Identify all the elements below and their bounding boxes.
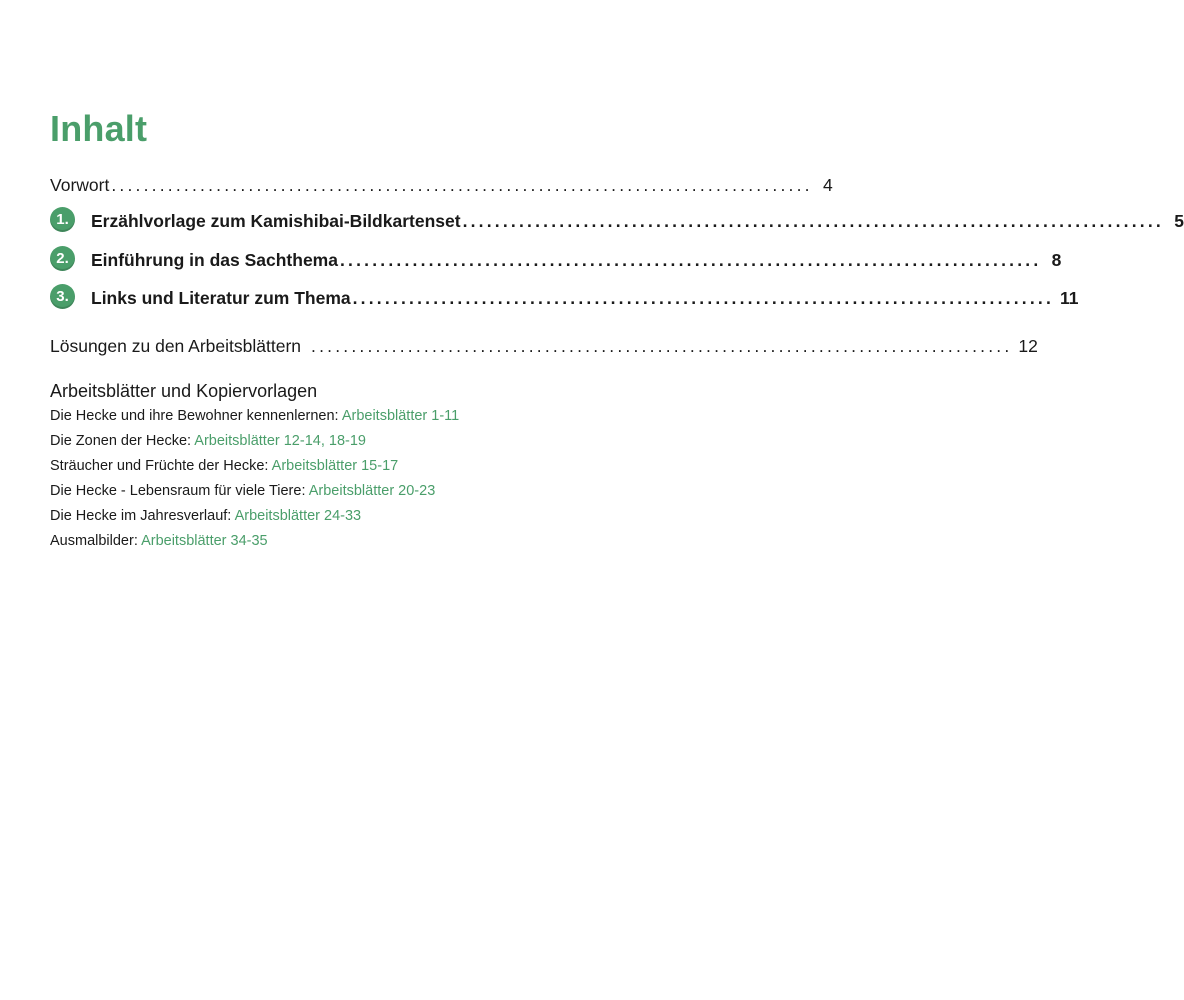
- toc-entry-page: 11: [1060, 288, 1079, 308]
- worksheet-topic: Sträucher und Früchte der Hecke:: [50, 458, 269, 474]
- toc-entry-loesungen[interactable]: [50, 331, 1038, 357]
- worksheet-entry[interactable]: [50, 533, 268, 549]
- toc-entry-page: 12: [1018, 336, 1038, 356]
- worksheet-ref: Arbeitsblätter 15-17: [271, 458, 399, 474]
- dot-leader: .......................................................................................: [352, 288, 1055, 308]
- worksheets-heading: Arbeitsblätter und Kopiervorlagen: [50, 381, 318, 401]
- chapter-number-badge: 1.: [50, 207, 75, 232]
- worksheet-topic: Die Zonen der Hecke:: [50, 433, 192, 449]
- toc-entry-page: 5: [1174, 211, 1184, 231]
- toc-entry-chapter-1[interactable]: [50, 206, 1184, 232]
- worksheet-entry[interactable]: [50, 483, 435, 499]
- worksheet-topic: Ausmalbilder:: [50, 533, 138, 549]
- toc-entry-page: 4: [823, 175, 833, 195]
- worksheet-topic: Die Hecke - Lebensraum für viele Tiere:: [50, 483, 306, 499]
- dot-leader: .......................................................................................: [462, 211, 1164, 231]
- dot-leader: .......................................................................................: [339, 250, 1042, 270]
- chapter-number-badge: 3.: [50, 284, 75, 309]
- worksheet-ref: Arbeitsblätter 1-11: [341, 408, 460, 424]
- worksheet-entry[interactable]: [50, 508, 361, 524]
- worksheet-entry[interactable]: [50, 458, 398, 474]
- toc-entry-vorwort[interactable]: [50, 170, 833, 196]
- dot-leader: .......................................................................................: [111, 175, 813, 195]
- worksheet-ref: Arbeitsblätter 20-23: [308, 483, 436, 499]
- worksheet-ref: Arbeitsblätter 34-35: [141, 533, 268, 549]
- worksheet-entry[interactable]: [50, 433, 366, 449]
- worksheet-entry[interactable]: [50, 408, 459, 424]
- toc-entry-label: Links und Literatur zum Thema: [91, 288, 351, 308]
- dot-leader: .......................................................................................: [311, 336, 1013, 356]
- toc-entry-page: 8: [1051, 250, 1062, 270]
- page-title: Inhalt: [50, 108, 148, 149]
- chapter-number-badge: 2.: [50, 246, 75, 271]
- toc-entry-chapter-3[interactable]: [50, 283, 1079, 309]
- worksheet-topic: Die Hecke und ihre Bewohner kennenlernen:: [50, 408, 339, 424]
- toc-entry-label: Vorwort: [50, 175, 110, 195]
- toc-entry-label: Erzählvorlage zum Kamishibai-Bildkartenset: [91, 211, 461, 231]
- toc-entry-label: Lösungen zu den Arbeitsblättern: [50, 336, 302, 356]
- worksheet-ref: Arbeitsblätter 12-14, 18-19: [194, 433, 366, 449]
- worksheet-topic: Die Hecke im Jahresverlauf:: [50, 508, 232, 524]
- toc-entry-chapter-2[interactable]: [50, 245, 1062, 271]
- toc-entry-label: Einführung in das Sachthema: [91, 250, 338, 270]
- worksheet-ref: Arbeitsblätter 24-33: [234, 508, 362, 524]
